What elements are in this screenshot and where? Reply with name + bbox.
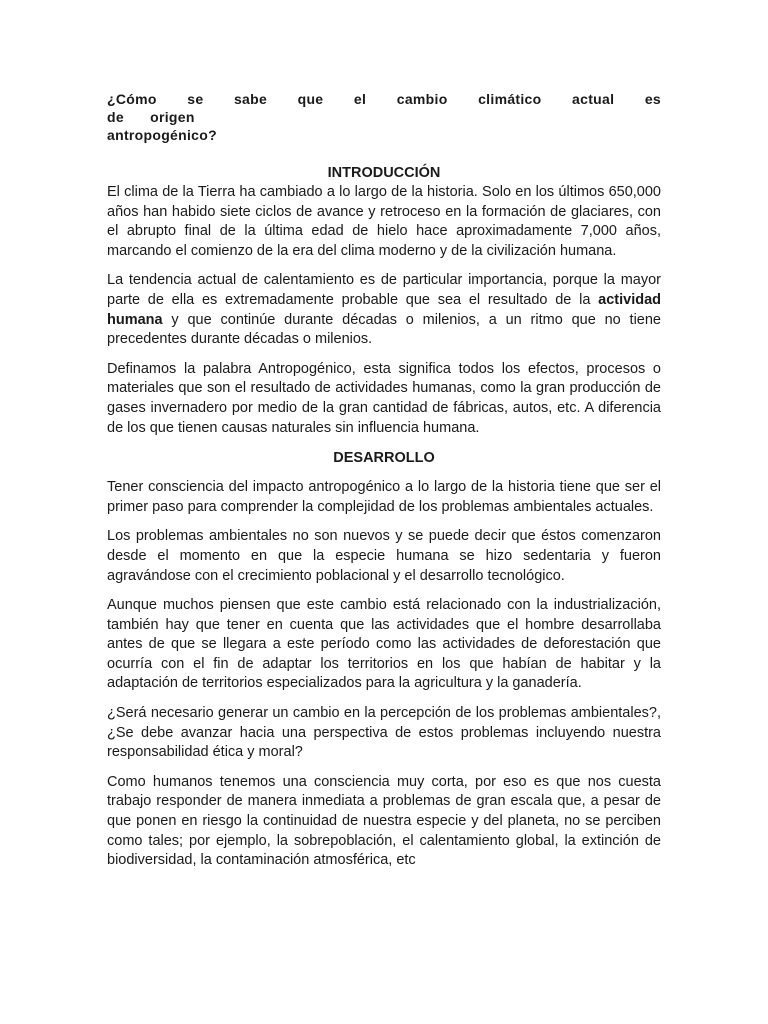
dev-paragraph-1: Tener consciencia del impacto antropogénico a lo largo de la historia tiene que ser el primer paso para comprender la complejidad de los problemas ambientales actuales. bbox=[107, 479, 661, 515]
title-line-2: antropogénico? bbox=[107, 127, 217, 143]
desarrollo-heading: DESARROLLO bbox=[333, 450, 435, 467]
dev-paragraph-5: Como humanos tenemos una consciencia muy corta, por eso es que nos cuesta trabajo responder de manera inmediata a problemas de gran escala que, a pesar de que ponen en riesgo la continuidad de nuestra especie y del planeta, no se perciben como tales; por ejemplo, la sobrepoblación, el calentamiento global, la extinción de biodiversidad, la contaminación atmosférica, etc bbox=[107, 773, 661, 869]
intro-p2-bold-text: actividad humana bbox=[107, 291, 661, 328]
intro-paragraph-1: El clima de la Tierra ha cambiado a lo largo de la historia. Solo en los últimos 650,000 años han habido siete ciclos de avance y retroceso en la formación de glaciares, con el abrupto final de la última edad de hielo hace aproximadamente 7,000 años, marcando el comienzo de la era del clima moderno y de la civilización humana. bbox=[107, 184, 661, 259]
intro-paragraph-3: Definamos la palabra Antropogénico, esta significa todos los efectos, procesos o materiales que son el resultado de actividades humanas, como la gran producción de gases invernadero por medio de la gran cantidad de fábricas, autos, etc. A diferencia de los que tienen causas naturales sin influencia humana. bbox=[107, 360, 661, 436]
intro-p2-text-b: y que continúe durante décadas o milenios, a un ritmo que no tiene precedentes durante décadas o milenios. bbox=[107, 311, 661, 348]
document-title bbox=[107, 90, 661, 144]
dev-paragraph-4: ¿Será necesario generar un cambio en la percepción de los problemas ambientales?, ¿Se debe avanzar hacia una perspectiva de estos problemas incluyendo nuestra responsabilidad ética y moral? bbox=[107, 705, 661, 761]
introduccion-heading: INTRODUCCIÓN bbox=[327, 165, 441, 181]
intro-paragraph-2 bbox=[107, 271, 661, 349]
dev-paragraph-3: Aunque muchos piensen que este cambio está relacionado con la industrialización, también hay que tener en cuenta que las actividades que el hombre desarrollaba antes de que se llegara a este período como las actividades de deforestación que ocurría con el fin de adaptar los territorios en los que habían de habitar y la adaptación de territorios especializados para la agricultura y la ganadería. bbox=[107, 597, 661, 692]
dev-paragraph-2: Los problemas ambientales no son nuevos y se puede decir que éstos comenzaron desde el momento en que la especie humana se hizo sedentaria y fueron agravándose con el crecimiento poblacional y el desarrollo tecnológico. bbox=[107, 528, 661, 584]
title-line-1: ¿Cómo se sabe que el cambio climático actual es de origen bbox=[107, 91, 661, 125]
intro-p2-text-a: La tendencia actual de calentamiento es de particular importancia, porque la mayor parte de ella es extremadamente probable que sea el resultado de la bbox=[107, 272, 661, 308]
